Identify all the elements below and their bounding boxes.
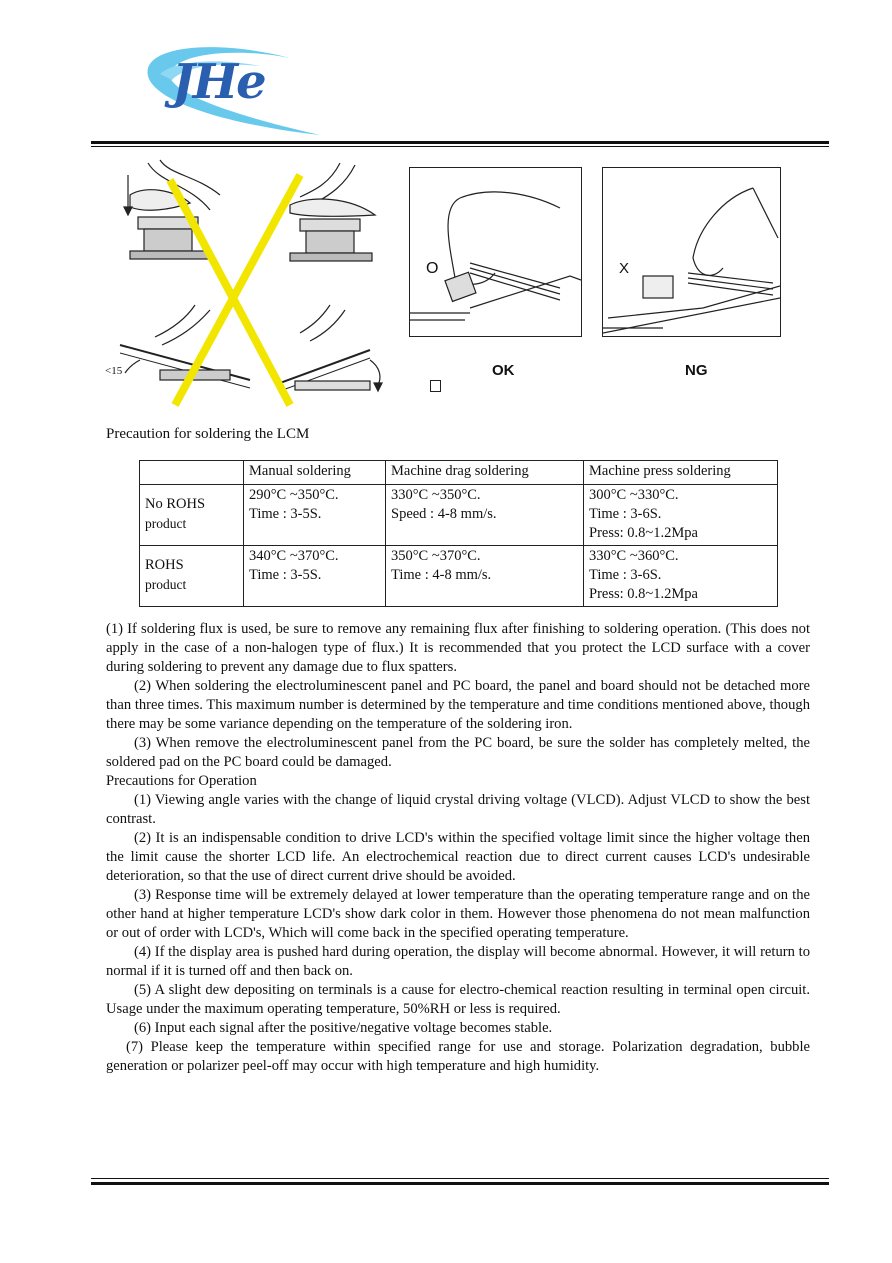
- footer-rule-thin: [91, 1178, 829, 1179]
- row-label-line2: product: [145, 516, 187, 531]
- manual-time: Time : 3-5S.: [249, 567, 322, 583]
- checkbox-glyph: [430, 380, 441, 392]
- ok-illustration: [409, 167, 582, 337]
- operation-note-5: (5) A slight dew depositing on terminals is a cause for electro-chemical reaction resulting in terminal open circuit. Usage under the maximum operating temperature, 50%RH or less is required.: [106, 982, 810, 1017]
- header-cell-press: Machine press soldering: [584, 461, 778, 485]
- operation-note-2: (2) It is an indispensable condition to drive LCD's within the specified voltage limit since the higher voltage then the limit cause the shorter LCD life. An electrochemical reaction due to direct current causes LCD's undesirable deterioration, so that the use of direct current drive should be avoided.: [106, 830, 810, 884]
- operation-note-6: (6) Input each signal after the positive/negative voltage becomes stable.: [134, 1020, 553, 1036]
- table-row: [140, 485, 778, 546]
- operation-note-4: (4) If the display area is pushed hard during operation, the display will become abnormal. However, it will return to normal if it is turned off and then back on.: [106, 944, 810, 979]
- soldering-note-3: (3) When remove the electroluminescent panel from the PC board, be sure the solder has completely melted, the soldered pad on the PC board could be damaged.: [106, 735, 810, 770]
- ok-marker: O: [426, 260, 439, 277]
- soldering-heading: Precaution for soldering the LCM: [106, 426, 310, 442]
- press-cell: [584, 485, 778, 546]
- drag-speed: Speed : 4-8 mm/s.: [391, 506, 497, 522]
- body-text: [106, 620, 810, 1076]
- press-temp: 300°C ~330°C.: [589, 487, 679, 503]
- header-cell-drag: Machine drag soldering: [386, 461, 584, 485]
- press-cell: [584, 546, 778, 607]
- row-label-line1: ROHS: [145, 557, 184, 573]
- ok-caption: OK: [492, 362, 515, 379]
- manual-time: Time : 3-5S.: [249, 506, 322, 522]
- press-time: Time : 3-6S.: [589, 567, 662, 583]
- ng-caption: NG: [685, 362, 708, 379]
- press-pressure: Press: 0.8~1.2Mpa: [589, 525, 698, 541]
- press-temp: 330°C ~360°C.: [589, 548, 679, 564]
- angle-label: <15: [105, 365, 123, 377]
- cross-stroke-2: [175, 175, 300, 405]
- soldering-note-2: (2) When soldering the electroluminescent panel and PC board, the panel and board should not be detached more than three times. This maximum number is determined by the temperature and time conditions mentioned above, though there may be some variance depending on the temperature of the soldering iron.: [106, 678, 810, 732]
- ng-marker: X: [619, 260, 630, 277]
- row-label-cell: [140, 485, 244, 546]
- header-rule-thin: [91, 146, 829, 147]
- manual-cell: [244, 546, 386, 607]
- header-cell-manual: Manual soldering: [244, 461, 386, 485]
- operation-note-3: (3) Response time will be extremely delayed at lower temperature than the operating temperature range and on the other hand at higher temperature LCD's show dark color in them. However those phenomena do not mean malfunction or out of order with LCD's, Which will come back in the specified operating temperature.: [106, 887, 810, 941]
- drag-cell: [386, 546, 584, 607]
- manual-temp: 340°C ~370°C.: [249, 548, 339, 564]
- iron-angle-illustration: [100, 155, 390, 410]
- row-label-line2: product: [145, 577, 187, 592]
- operation-note-1: (1) Viewing angle varies with the change of liquid crystal driving voltage (VLCD). Adjust VLCD to show the best contrast.: [106, 792, 810, 827]
- drag-temp: 350°C ~370°C.: [391, 548, 481, 564]
- logo-text: JHe: [172, 54, 265, 110]
- header-cell-empty: [140, 461, 244, 485]
- press-pressure: Press: 0.8~1.2Mpa: [589, 586, 698, 602]
- drag-temp: 330°C ~350°C.: [391, 487, 481, 503]
- header-rule: [91, 141, 829, 144]
- soldering-note-1: (1) If soldering flux is used, be sure to remove any remaining flux after finishing to soldering operation. (This does not apply in the case of a non-halogen type of flux.) It is recommended that you protect the LCD surface with a cover during soldering to prevent any damage due to flux spatters.: [106, 621, 810, 675]
- table-row: [140, 546, 778, 607]
- iron-angle-drawing: [100, 155, 390, 410]
- drag-cell: [386, 485, 584, 546]
- press-time: Time : 3-6S.: [589, 506, 662, 522]
- soldering-table: [139, 460, 778, 607]
- table-header-row: [140, 461, 778, 485]
- footer-rule: [91, 1182, 829, 1185]
- operation-note-7: (7) Please keep the temperature within specified range for use and storage. Polarization degradation, bubble generation or polarizer peel-off may occur with high temperature and high humidity.: [106, 1039, 810, 1074]
- drag-time: Time : 4-8 mm/s.: [391, 567, 492, 583]
- manual-cell: [244, 485, 386, 546]
- ng-hand-drawing: [603, 168, 780, 336]
- company-logo: [140, 40, 340, 140]
- row-label-line1: No ROHS: [145, 496, 206, 512]
- operation-heading: Precautions for Operation: [106, 773, 257, 789]
- row-label-cell: [140, 546, 244, 607]
- ng-illustration: [602, 167, 781, 337]
- ok-hand-drawing: [410, 168, 581, 336]
- manual-temp: 290°C ~350°C.: [249, 487, 339, 503]
